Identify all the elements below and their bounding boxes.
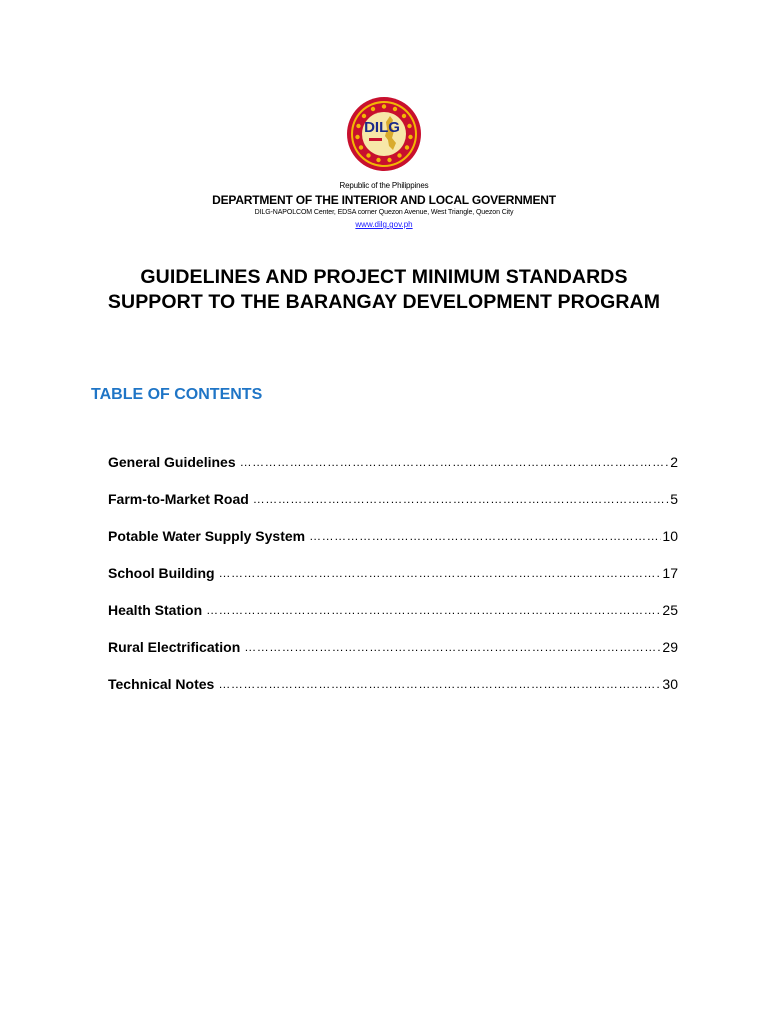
dot-leader xyxy=(244,637,661,657)
toc-entry-page: 30 xyxy=(662,676,678,692)
dot-leader xyxy=(218,674,661,694)
toc-entry-health-station[interactable] xyxy=(108,600,678,637)
toc-entry-general-guidelines[interactable] xyxy=(108,452,678,489)
dot-leader xyxy=(253,489,669,509)
website-link[interactable]: www.dilg.gov.ph xyxy=(355,220,413,229)
department-address: DILG-NAPOLCOM Center, EDSA corner Quezon Avenue, West Triangle, Quezon City xyxy=(254,209,514,216)
table-of-contents xyxy=(108,452,678,711)
document-title-line-2: SUPPORT TO THE BARANGAY DEVELOPMENT PROGRAM xyxy=(107,291,661,313)
toc-entry-label: General Guidelines xyxy=(108,454,236,470)
toc-entry-page: 2 xyxy=(670,454,678,470)
toc-entry-page: 10 xyxy=(662,528,678,544)
dot-leader xyxy=(206,600,661,620)
toc-entry-label: Technical Notes xyxy=(108,676,215,692)
toc-entry-page: 29 xyxy=(662,639,678,655)
dot-leader xyxy=(309,526,661,546)
toc-entry-farm-to-market-road[interactable] xyxy=(108,489,678,526)
dilg-seal-logo xyxy=(346,96,422,172)
dot-leader xyxy=(240,452,670,472)
toc-entry-label: Rural Electrification xyxy=(108,639,241,655)
toc-entry-page: 25 xyxy=(662,602,678,618)
toc-entry-label: Farm-to-Market Road xyxy=(108,491,249,507)
seal-lettering: DILG xyxy=(364,119,400,136)
toc-entry-label: Health Station xyxy=(108,602,203,618)
document-title-line-1: GUIDELINES AND PROJECT MINIMUM STANDARDS xyxy=(140,266,628,288)
toc-entry-page: 17 xyxy=(662,565,678,581)
toc-entry-technical-notes[interactable] xyxy=(108,674,678,711)
toc-entry-label: School Building xyxy=(108,565,215,581)
toc-entry-label: Potable Water Supply System xyxy=(108,528,306,544)
toc-entry-potable-water-supply[interactable] xyxy=(108,526,678,563)
department-name: DEPARTMENT OF THE INTERIOR AND LOCAL GOVERNMENT xyxy=(212,193,556,207)
toc-entry-rural-electrification[interactable] xyxy=(108,637,678,674)
toc-heading: TABLE OF CONTENTS xyxy=(91,386,263,403)
toc-entry-page: 5 xyxy=(670,491,678,507)
republic-label: Republic of the Philippines xyxy=(339,181,429,190)
toc-entry-school-building[interactable] xyxy=(108,563,678,600)
dot-leader xyxy=(219,563,662,583)
